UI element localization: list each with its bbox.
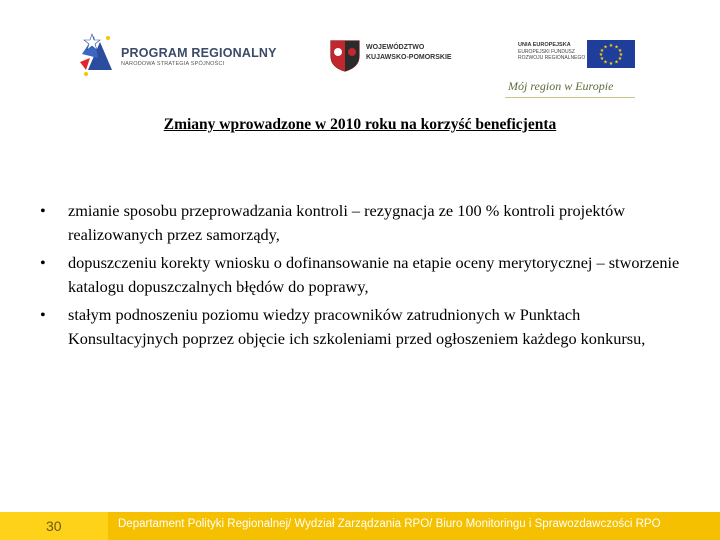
slogan: Mój region w Europie xyxy=(508,79,614,93)
eu-logo xyxy=(505,40,640,68)
svg-text:★: ★ xyxy=(599,56,605,62)
bullet-icon: • xyxy=(40,305,46,324)
footer-text: Departament Polityki Regionalnej/ Wydział Zarządzania RPO/ Biuro Monitoringu i Sprawozdawczości RPO xyxy=(118,518,661,530)
eu-line2: EUROPEJSKI FUNDUSZ xyxy=(518,49,575,55)
svg-text:★: ★ xyxy=(599,48,605,54)
svg-text:★: ★ xyxy=(603,59,608,66)
svg-text:★: ★ xyxy=(617,48,623,54)
program-title: PROGRAM REGIONALNY xyxy=(121,46,277,60)
bullet-text: zmianie sposobu przeprowadzania kontroli – rezygnacja ze 100 % kontroli projektów realizowanych przez samorządy, xyxy=(68,201,625,244)
woj-line2: KUJAWSKO-POMORSKIE xyxy=(366,54,452,61)
slogan-underline xyxy=(505,97,635,98)
bullet-list xyxy=(40,199,680,355)
bullet-icon: • xyxy=(40,201,46,220)
list-item xyxy=(40,251,680,298)
svg-text:★: ★ xyxy=(603,44,608,51)
page-number: 30 xyxy=(46,518,62,534)
coat-of-arms-icon xyxy=(328,38,362,72)
svg-text:★: ★ xyxy=(618,52,624,58)
wojewodztwo-logo xyxy=(328,38,468,72)
footer xyxy=(0,512,720,540)
list-item xyxy=(40,303,680,350)
bullet-icon: • xyxy=(40,253,46,272)
list-item xyxy=(40,199,680,246)
program-regionalny-logo xyxy=(78,32,288,76)
page-number-box xyxy=(0,512,108,540)
svg-text:★: ★ xyxy=(598,52,604,58)
svg-text:★: ★ xyxy=(617,56,623,62)
header xyxy=(0,0,720,105)
bullet-text: stałym podnoszeniu poziomu wiedzy pracowników zatrudnionych w Punktach Konsultacyjnych poprzez objęcie ich szkoleniami przed ogłoszeniem każdego konkursu, xyxy=(68,305,646,348)
program-subtitle: NARODOWA STRATEGIA SPÓJNOŚCI xyxy=(121,61,225,67)
bullet-text: dopuszczeniu korekty wniosku o dofinansowanie na etapie oceny merytorycznej – stworzenie katalogu dopuszczalnych błędów do poprawy, xyxy=(68,253,680,296)
svg-text:★: ★ xyxy=(614,44,619,51)
svg-text:★: ★ xyxy=(608,43,614,49)
woj-line1: WOJEWÓDZTWO xyxy=(366,44,425,51)
svg-text:★: ★ xyxy=(608,61,614,67)
eu-line3: ROZWOJU REGIONALNEGO xyxy=(518,55,586,61)
svg-text:★: ★ xyxy=(614,59,619,66)
slide-title: Zmiany wprowadzone w 2010 roku na korzyść beneficjenta xyxy=(163,116,557,133)
eu-flag-icon xyxy=(587,40,635,68)
eu-line1: UNIA EUROPEJSKA xyxy=(518,42,571,48)
nss-star-icon xyxy=(78,32,118,76)
